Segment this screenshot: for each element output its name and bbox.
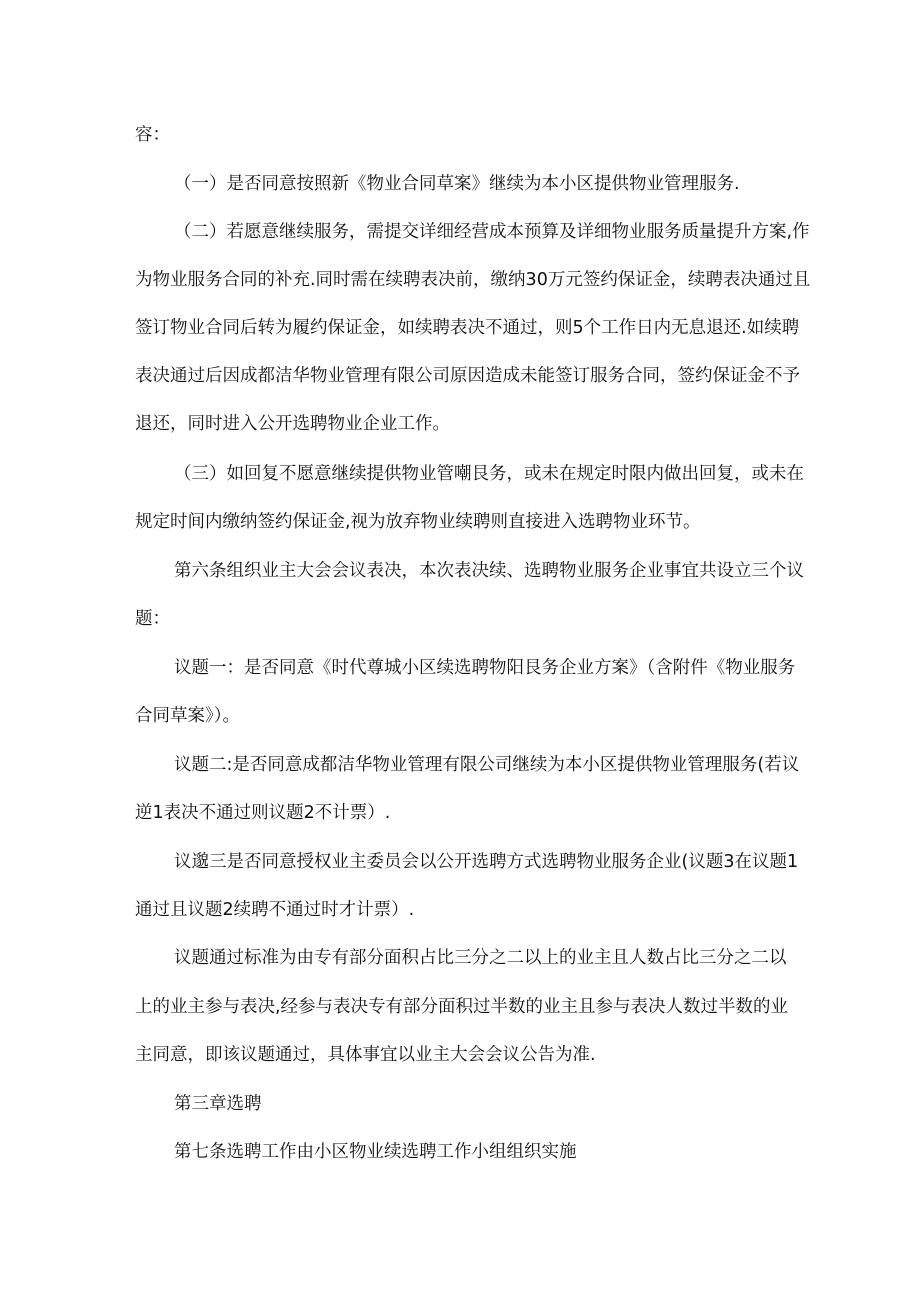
text-line: 通过且议题2续聘不通过时才计票）. bbox=[135, 900, 415, 920]
chapter-three-heading: 第三章选聘 bbox=[174, 1094, 262, 1114]
text-line: 主同意，即该议题通过，具体事宜以业主大会会议公告为准. bbox=[135, 1045, 596, 1065]
topic-two-line: 议题二:是否同意成都洁华物业管理有限公司继续为本小区提供物业管理服务(若议 bbox=[174, 755, 800, 775]
passing-standard-line: 议题通过标准为由专有部分面积占比三分之二以上的业主且人数占比三分之二以 bbox=[174, 948, 787, 968]
text-line: 表决通过后因成都洁华物业管理有限公司原因造成未能签订服务合同，签约保证金不予 bbox=[135, 366, 800, 386]
text-line: 逆1表决不通过则议题2不计票）. bbox=[135, 803, 391, 823]
text-line: 题： bbox=[135, 609, 170, 629]
text-line: 合同草案》）。 bbox=[135, 706, 240, 726]
text-line: 为物业服务合同的补充.同时需在续聘表决前，缴纳30万元签约保证金，续聘表决通过且 bbox=[135, 270, 811, 290]
text-line: 签订物业合同后转为履约保证金，如续聘表决不通过，则5个工作日内无息退还.如续聘 bbox=[135, 318, 800, 338]
clause-one-line: （一）是否同意按照新《物业合同草案》继续为本小区提供物业管理服务. bbox=[174, 174, 740, 194]
text-line: 上的业主参与表决,经参与表决专有部分面积过半数的业主且参与表决人数过半数的业 bbox=[135, 997, 789, 1017]
text-line: 规定时间内缴纳签约保证金,视为放弃物业续聘则直接进入选聘物业环节。 bbox=[135, 512, 701, 532]
topic-one-line: 议题一：是否同意《时代尊城小区续选聘物阳艮务企业方案》（含附件《物业服务 bbox=[174, 658, 796, 678]
clause-two-line: （二）若愿意继续服务，需提交详细经营成本预算及详细物业服务质量提升方案,作 bbox=[174, 222, 810, 242]
article-six-line: 第六条组织业主大会会议表决，本次表决续、选聘物业服务企业事宜共设立三个议 bbox=[174, 561, 804, 581]
text-line: 容： bbox=[135, 125, 170, 145]
article-seven-line: 第七条选聘工作由小区物业续选聘工作小组组织实施 bbox=[174, 1142, 577, 1162]
text-line: 退还，同时进入公开选聘物业企业工作。 bbox=[135, 414, 450, 434]
topic-three-line: 议邈三是否同意授权业主委员会以公开选聘方式选聘物业服务企业(议题3在议题1 bbox=[174, 852, 799, 872]
clause-three-line: （三）如回复不愿意继续提供物业管嘲艮务，或未在规定时限内做出回复，或未在 bbox=[174, 464, 804, 484]
